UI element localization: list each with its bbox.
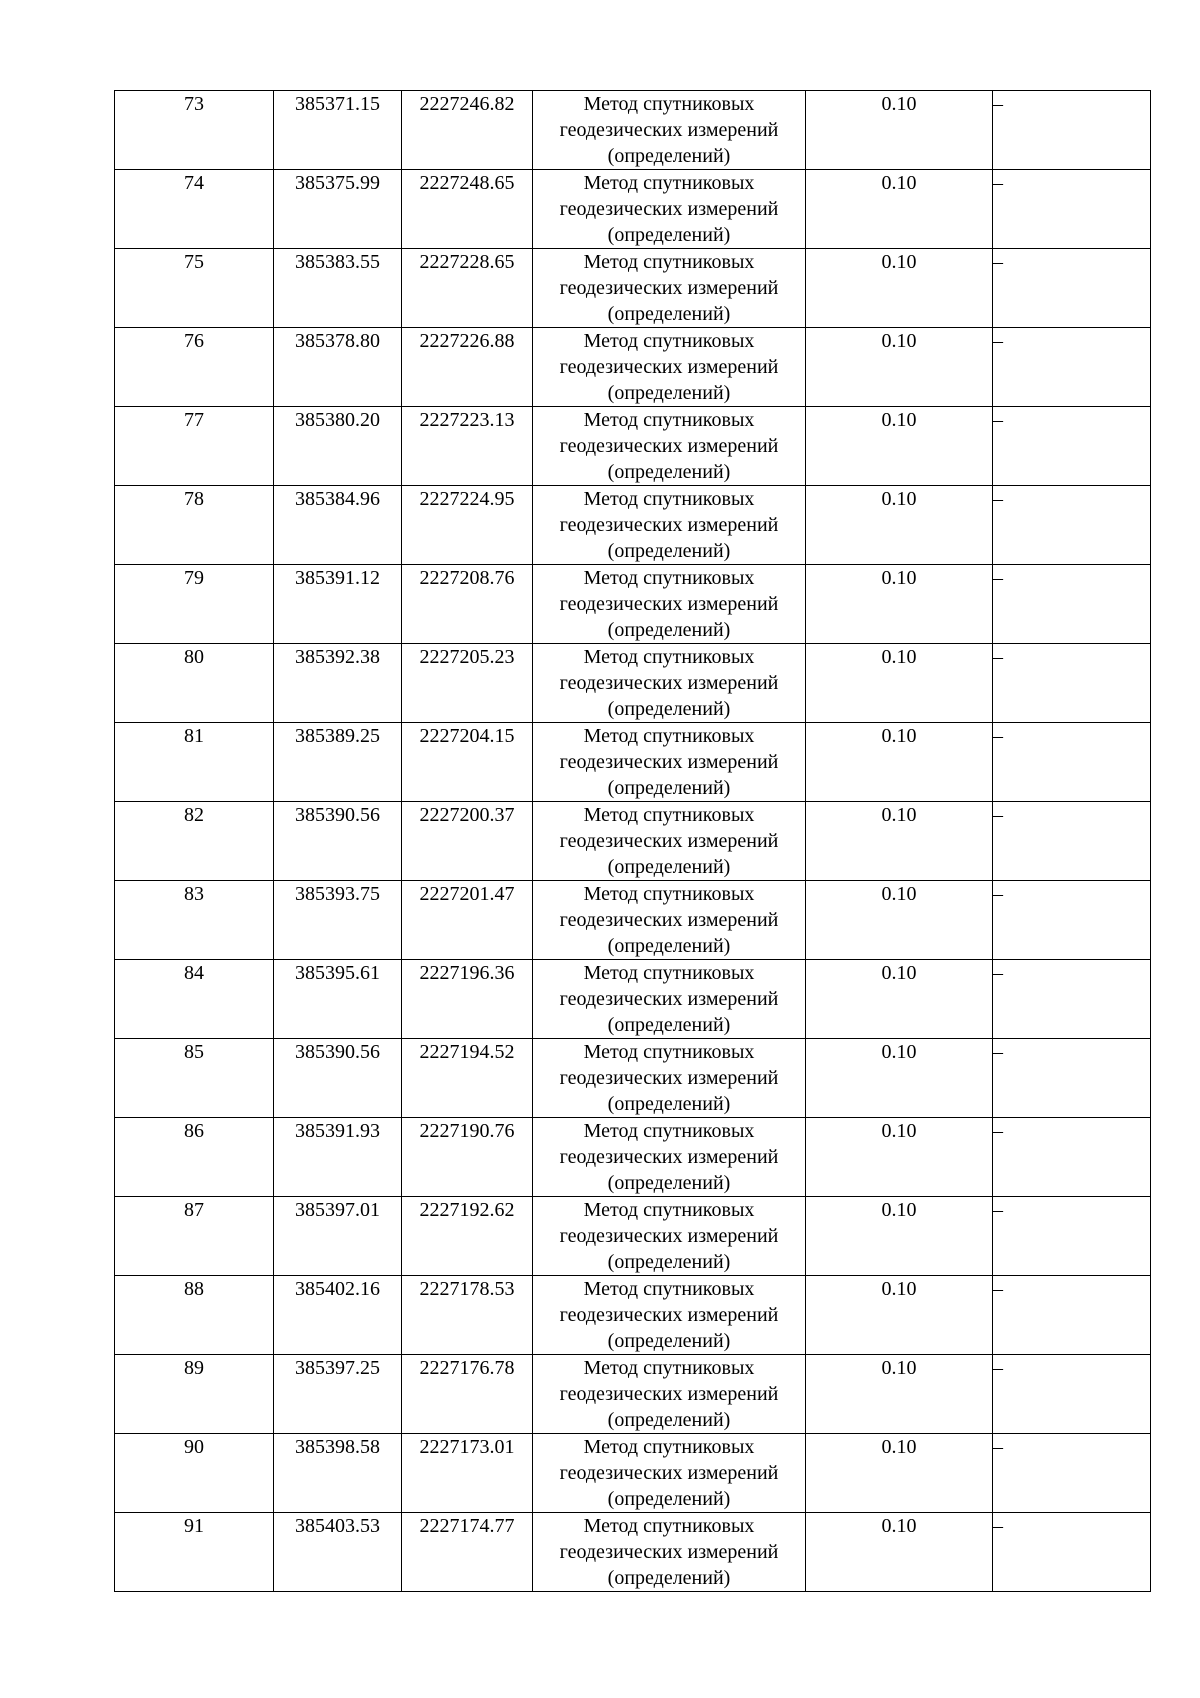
accuracy-cell: 0.10 bbox=[806, 565, 993, 644]
method-cell: Метод спутниковых геодезических измерений (определений) bbox=[533, 644, 806, 723]
table-row bbox=[115, 1118, 1151, 1197]
table-row bbox=[115, 881, 1151, 960]
point-number: 88 bbox=[115, 1276, 274, 1355]
coordinates-table-body bbox=[115, 91, 1151, 1592]
method-cell: Метод спутниковых геодезических измерений (определений) bbox=[533, 249, 806, 328]
table-row bbox=[115, 723, 1151, 802]
coordinate-x: 385402.16 bbox=[274, 1276, 402, 1355]
note-cell: – bbox=[993, 960, 1151, 1039]
note-cell: – bbox=[993, 170, 1151, 249]
table-row bbox=[115, 328, 1151, 407]
table-row bbox=[115, 170, 1151, 249]
accuracy-cell: 0.10 bbox=[806, 328, 993, 407]
coordinate-x: 385378.80 bbox=[274, 328, 402, 407]
point-number: 80 bbox=[115, 644, 274, 723]
coordinate-x: 385384.96 bbox=[274, 486, 402, 565]
note-cell: – bbox=[993, 802, 1151, 881]
note-cell: – bbox=[993, 1513, 1151, 1592]
method-cell: Метод спутниковых геодезических измерений (определений) bbox=[533, 1039, 806, 1118]
point-number: 83 bbox=[115, 881, 274, 960]
method-cell: Метод спутниковых геодезических измерений (определений) bbox=[533, 802, 806, 881]
accuracy-cell: 0.10 bbox=[806, 1118, 993, 1197]
coordinate-x: 385390.56 bbox=[274, 1039, 402, 1118]
coordinate-x: 385383.55 bbox=[274, 249, 402, 328]
coordinate-y: 2227226.88 bbox=[402, 328, 533, 407]
method-cell: Метод спутниковых геодезических измерений (определений) bbox=[533, 1355, 806, 1434]
coordinate-y: 2227223.13 bbox=[402, 407, 533, 486]
coordinate-y: 2227194.52 bbox=[402, 1039, 533, 1118]
point-number: 87 bbox=[115, 1197, 274, 1276]
table-row bbox=[115, 486, 1151, 565]
coordinate-y: 2227173.01 bbox=[402, 1434, 533, 1513]
coordinate-y: 2227201.47 bbox=[402, 881, 533, 960]
coordinate-y: 2227174.77 bbox=[402, 1513, 533, 1592]
coordinate-x: 385380.20 bbox=[274, 407, 402, 486]
note-cell: – bbox=[993, 1118, 1151, 1197]
coordinate-y: 2227205.23 bbox=[402, 644, 533, 723]
point-number: 82 bbox=[115, 802, 274, 881]
note-cell: – bbox=[993, 91, 1151, 170]
point-number: 79 bbox=[115, 565, 274, 644]
note-cell: – bbox=[993, 723, 1151, 802]
accuracy-cell: 0.10 bbox=[806, 1434, 993, 1513]
coordinate-x: 385403.53 bbox=[274, 1513, 402, 1592]
note-cell: – bbox=[993, 1355, 1151, 1434]
coordinate-x: 385395.61 bbox=[274, 960, 402, 1039]
method-cell: Метод спутниковых геодезических измерений (определений) bbox=[533, 486, 806, 565]
coordinate-x: 385393.75 bbox=[274, 881, 402, 960]
table-row bbox=[115, 1276, 1151, 1355]
table-row bbox=[115, 91, 1151, 170]
method-cell: Метод спутниковых геодезических измерений (определений) bbox=[533, 1513, 806, 1592]
table-row bbox=[115, 960, 1151, 1039]
coordinate-x: 385398.58 bbox=[274, 1434, 402, 1513]
coordinate-x: 385389.25 bbox=[274, 723, 402, 802]
accuracy-cell: 0.10 bbox=[806, 723, 993, 802]
point-number: 81 bbox=[115, 723, 274, 802]
coordinate-y: 2227248.65 bbox=[402, 170, 533, 249]
point-number: 77 bbox=[115, 407, 274, 486]
coordinate-x: 385397.01 bbox=[274, 1197, 402, 1276]
table-row bbox=[115, 249, 1151, 328]
method-cell: Метод спутниковых геодезических измерений (определений) bbox=[533, 328, 806, 407]
point-number: 85 bbox=[115, 1039, 274, 1118]
note-cell: – bbox=[993, 1276, 1151, 1355]
accuracy-cell: 0.10 bbox=[806, 802, 993, 881]
point-number: 89 bbox=[115, 1355, 274, 1434]
table-row bbox=[115, 1197, 1151, 1276]
coordinate-x: 385392.38 bbox=[274, 644, 402, 723]
accuracy-cell: 0.10 bbox=[806, 486, 993, 565]
accuracy-cell: 0.10 bbox=[806, 1039, 993, 1118]
table-row bbox=[115, 802, 1151, 881]
coordinate-y: 2227200.37 bbox=[402, 802, 533, 881]
coordinate-x: 385371.15 bbox=[274, 91, 402, 170]
coordinate-x: 385390.56 bbox=[274, 802, 402, 881]
method-cell: Метод спутниковых геодезических измерений (определений) bbox=[533, 407, 806, 486]
method-cell: Метод спутниковых геодезических измерений (определений) bbox=[533, 1118, 806, 1197]
coordinate-x: 385391.12 bbox=[274, 565, 402, 644]
accuracy-cell: 0.10 bbox=[806, 170, 993, 249]
coordinate-x: 385391.93 bbox=[274, 1118, 402, 1197]
point-number: 76 bbox=[115, 328, 274, 407]
note-cell: – bbox=[993, 644, 1151, 723]
method-cell: Метод спутниковых геодезических измерений (определений) bbox=[533, 881, 806, 960]
accuracy-cell: 0.10 bbox=[806, 1355, 993, 1434]
point-number: 91 bbox=[115, 1513, 274, 1592]
accuracy-cell: 0.10 bbox=[806, 249, 993, 328]
table-row bbox=[115, 1355, 1151, 1434]
method-cell: Метод спутниковых геодезических измерений (определений) bbox=[533, 723, 806, 802]
method-cell: Метод спутниковых геодезических измерений (определений) bbox=[533, 565, 806, 644]
accuracy-cell: 0.10 bbox=[806, 1197, 993, 1276]
note-cell: – bbox=[993, 1434, 1151, 1513]
point-number: 73 bbox=[115, 91, 274, 170]
coordinate-x: 385397.25 bbox=[274, 1355, 402, 1434]
coordinate-y: 2227204.15 bbox=[402, 723, 533, 802]
coordinate-y: 2227208.76 bbox=[402, 565, 533, 644]
table-row bbox=[115, 1513, 1151, 1592]
coordinate-y: 2227196.36 bbox=[402, 960, 533, 1039]
table-row bbox=[115, 1039, 1151, 1118]
method-cell: Метод спутниковых геодезических измерений (определений) bbox=[533, 1197, 806, 1276]
point-number: 75 bbox=[115, 249, 274, 328]
note-cell: – bbox=[993, 486, 1151, 565]
table-row bbox=[115, 1434, 1151, 1513]
accuracy-cell: 0.10 bbox=[806, 644, 993, 723]
table-row bbox=[115, 565, 1151, 644]
note-cell: – bbox=[993, 249, 1151, 328]
table-row bbox=[115, 407, 1151, 486]
note-cell: – bbox=[993, 1039, 1151, 1118]
note-cell: – bbox=[993, 328, 1151, 407]
coordinate-y: 2227224.95 bbox=[402, 486, 533, 565]
method-cell: Метод спутниковых геодезических измерений (определений) bbox=[533, 1434, 806, 1513]
accuracy-cell: 0.10 bbox=[806, 91, 993, 170]
method-cell: Метод спутниковых геодезических измерений (определений) bbox=[533, 960, 806, 1039]
point-number: 84 bbox=[115, 960, 274, 1039]
accuracy-cell: 0.10 bbox=[806, 960, 993, 1039]
point-number: 90 bbox=[115, 1434, 274, 1513]
coordinate-y: 2227176.78 bbox=[402, 1355, 533, 1434]
coordinate-y: 2227192.62 bbox=[402, 1197, 533, 1276]
point-number: 78 bbox=[115, 486, 274, 565]
method-cell: Метод спутниковых геодезических измерений (определений) bbox=[533, 91, 806, 170]
coordinate-y: 2227228.65 bbox=[402, 249, 533, 328]
note-cell: – bbox=[993, 881, 1151, 960]
point-number: 86 bbox=[115, 1118, 274, 1197]
method-cell: Метод спутниковых геодезических измерений (определений) bbox=[533, 170, 806, 249]
note-cell: – bbox=[993, 565, 1151, 644]
coordinates-table bbox=[114, 90, 1151, 1592]
accuracy-cell: 0.10 bbox=[806, 1513, 993, 1592]
accuracy-cell: 0.10 bbox=[806, 881, 993, 960]
note-cell: – bbox=[993, 1197, 1151, 1276]
accuracy-cell: 0.10 bbox=[806, 407, 993, 486]
coordinate-x: 385375.99 bbox=[274, 170, 402, 249]
point-number: 74 bbox=[115, 170, 274, 249]
coordinate-y: 2227190.76 bbox=[402, 1118, 533, 1197]
method-cell: Метод спутниковых геодезических измерений (определений) bbox=[533, 1276, 806, 1355]
coordinate-y: 2227246.82 bbox=[402, 91, 533, 170]
note-cell: – bbox=[993, 407, 1151, 486]
accuracy-cell: 0.10 bbox=[806, 1276, 993, 1355]
coordinate-y: 2227178.53 bbox=[402, 1276, 533, 1355]
table-row bbox=[115, 644, 1151, 723]
